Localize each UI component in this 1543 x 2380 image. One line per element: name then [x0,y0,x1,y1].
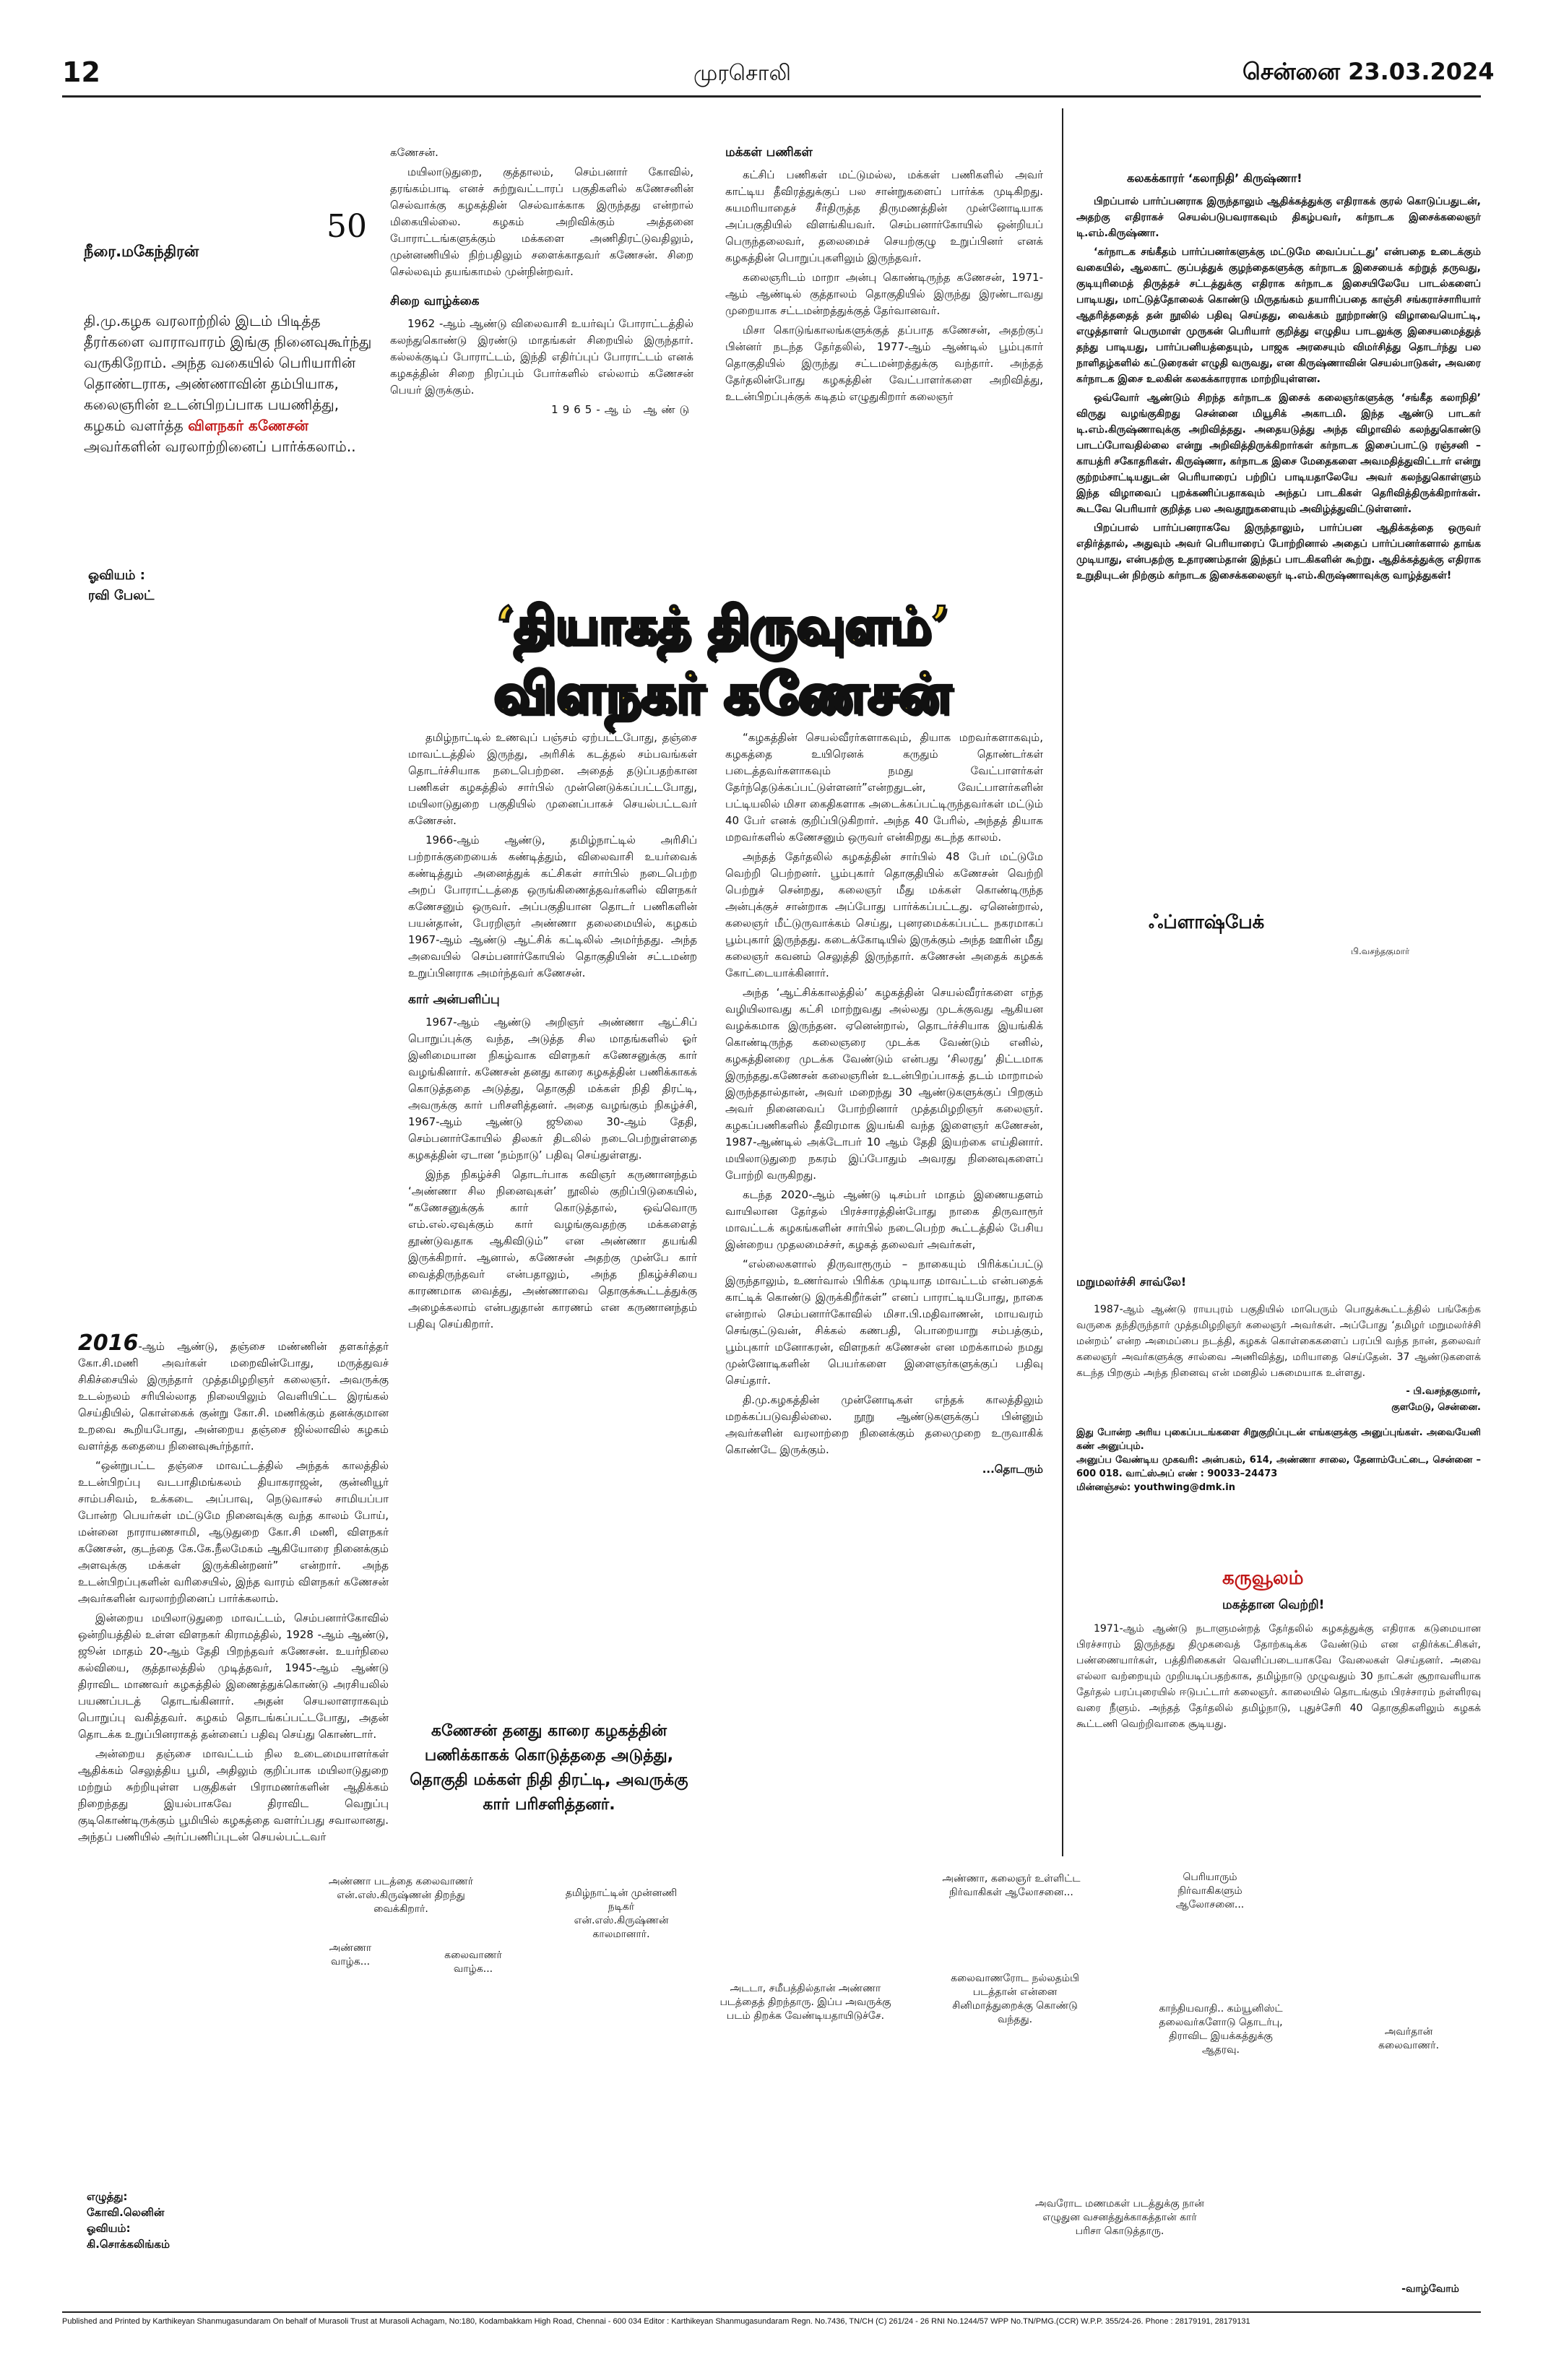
series-number: 50 [327,208,367,245]
right-notice1: இது போன்ற அரிய புகைப்படங்களை சிறுகுறிப்புடன் எங்களுக்கு அனுப்புங்கள். அவையேனி கண் அனுப்பும். [1076,1427,1481,1452]
right-heading-revival: மறுமலர்ச்சி சாவ்லே! [1076,1275,1187,1289]
col2-p0: கணேசன். [390,146,438,159]
lower3-p1: “கழகத்தின் செயல்வீரர்களாகவும், தியாக மறவர்களாகவும், கழகத்தை உயிரெனக் கருதும் தொண்டர்கள் படைத்தவர்களாகவும் நமது வேட்பாளர்கள் தேர்ந்தெடுக்கப்பட்டுள்ளனர்”என்றதுடன், வேட்பாளர்களின் பட்டியலில் மிசா கைதிகளாக அடைக்கப்பட்டிருந்தவர்கள் மட்டும் 40 பேர் எனக் குறிப்பிடுகிறார். அந்த 40 பேரில், அந்தத் தியாக மறவர்களில் கணேசனும் ஒருவர் என்கிறது கடந்த காலம். [725,731,1043,844]
right-p3: ஒவ்வோர் ஆண்டும் சிறந்த கர்நாடக இசைக் கலைஞர்களுக்கு ‘சங்கீத கலாநிதி’ விருது வழங்குகிறது சென்னை மியூசிக் அகாடமி. இந்த ஆண்டு பாடகர் டி.எம்.கிருஷ்ணாவுக்கு அறிவித்தது. அதையடுத்து அந்த விழாவில் கலந்துகொண்டு பாடப்போவதில்லை என்று அறிவித்திருக்கிறார்கள் கர்நாடக இசைப்பாட்டு ரஞ்சனி – காயத்ரி சகோதரிகள். கிருஷ்ணா, கர்நாடக இசை மேதைகளை அவமதித்துவிட்டார் என்று குற்றம்சாட்டியதுடன் பெரியாரைப் பற்றிப் பாடியதாலேயே அவர் கலந்துகொள்ளும் இந்த விழாவைப் புறக்கணிப்பதாகவும் அந்தப் பாடகிகள் தெரிவித்திருக்கிறார்கள். கூடவே பெரியார் குறித்த பல அவதூறுகளையும் அவிழ்த்துவிட்டுள்ளனர். [1076,392,1481,515]
col1-dropcap: 2016 [78,1330,139,1356]
caption-5: அடடா, சமீபத்தில்தான் அண்ணா படத்தைத் திறந்தாரு. இப்ப அவருக்கு படம் திறக்க வேண்டியதாயிடுச்சே. [719,1983,891,2022]
lower3-p5: “எல்லைகளால் திருவாரூரும் – நாகையும் பிரிக்கப்பட்டு இருந்தாலும், உணர்வால் பிரிக்க முடியாத மாவட்டம் என்பதைக் காட்டிக் கொண்டு இருக்கிறீர்கள்” எனப் பாராட்டியபோது, நாகை என்றால் செம்பனார்கோவில் மிசா.பி.மதிவாணன், மாயவரம் செங்குட்டுவன், சிக்கல் கணபதி, பொறையாறு சம்பத்கும், பூம்புகார் மனோகரன், விளநகர் கணேசன் என மறக்காமல் நமது முன்னோடிகளின் பெயர்களை இளைஞர்களுக்குப் பதிவு செய்தார். [725,1258,1043,1387]
right-p6: 1971-ஆம் ஆண்டு நடாளுமன்றத் தேர்தலில் கழகத்துக்கு எதிராக கடுமையான பிரச்சாரம் இருந்தது திமுகவைத் தோற்கடிக்க வேண்டும் என எதிர்க்கட்சிகள், பண்ணையார்கள், பத்திரிகைகள் வெளிப்படையாகவே வேலைகள் செய்தனர். அவை எல்லா வற்றையும் முறியடிப்பதற்காக, தமிழ்நாடு முழுவதும் 30 நாட்கள் சூறாவளியாக தேர்தல் பரப்புரையில் ஈடுபட்டார் கலைஞர். காலையில் தொடங்கும் பிரச்சாரம் நள்ளிரவு வரை நீளும். அந்தத் தேர்தலில் தமிழ்நாடு, புதுச்சேரி 40 தொகுதிகளிலும் கழகக் கூட்டணி வெற்றிவாகை சூடியது. [1076,1623,1481,1730]
lower3-p4: கடந்த 2020-ஆம் ஆண்டு டிசம்பர் மாதம் இணையதளம் வாயிலான தேர்தல் பிரச்சாரத்தின்போது நாகை திருவாரூர் மாவட்டக் கழகங்களின் சார்பில் நடைபெற்ற கூட்டத்தில் பேசிய இன்றைய முதலமைச்சர், கழகத் தலைவர் அவர்கள், [725,1188,1043,1251]
pull-quote: கணேசன் தனது காரை கழகத்தின் பணிக்காகக் கொடுத்ததை அடுத்து, தொகுதி மக்கள் நிதி திரட்டி, அவருக்கு கார் பரிசளித்தனர். [410,1722,688,1814]
column-rule [1062,108,1063,1856]
col2-p1: மயிலாடுதுறை, குத்தாலம், செம்பனார் கோவில், தரங்கம்பாடி எனச் சுற்றுவட்டாரப் பகுதிகளில் கணேசனின் செல்வாக்கு கழகத்தின் செல்வாக்காக இருந்தது என்றால் மிகையில்லை. கழகம் அறிவிக்கும் அத்தனை போராட்டங்களுக்கும் மக்களை அணிதிரட்டுவதிலும், முன்னணியில் நிற்பதிலும் சளைக்காதவர் கணேசன். சிறை செல்லவும் தயங்காமல் முன்நின்றவர். [390,165,693,278]
right-krishna [1076,170,1481,587]
col1-main [78,1330,389,1848]
right-notice2: அனுப்ப வேண்டிய முகவரி: அன்பகம், 614, அண்ணா சாலை, தேனாம்பேட்டை, சென்னை – 600 018. வாட்ஸ்அப் எண் : 90033–24473 [1076,1455,1481,1479]
caption-2: அண்ணா வாழ்க... [329,1942,372,1968]
dateline: சென்னை 23.03.2024 [1242,58,1495,85]
comic-credit-3: ஓவியம்: [87,2222,131,2235]
col2-heading-prison: சிறை வாழ்க்கை [390,294,480,308]
caption-1: அண்ணா படத்தை கலைவாணர் என்.எஸ்.கிருஷ்ணன் திறந்து வைக்கிறார். [328,1876,474,1915]
col2-p2: 1962 -ஆம் ஆண்டு விலைவாசி உயர்வுப் போராட்டத்தில் கலந்துகொண்டு இரண்டு மாதங்கள் சிறையில் இருந்தார். கல்லக்குடிப் போராட்டம், இந்தி எதிர்ப்புப் போராட்டம் எனக் கழகத்தின் சிறை நிரப்பும் போர்களில் எல்லாம் கணேசன் பெயர் இருக்கும். [390,317,693,397]
right-p1: பிறப்பால் பார்ப்பனராக இருந்தாலும் ஆதிக்கத்துக்கு எதிராகக் குரல் கொடுப்பதுடன், அதற்கு எதிராகச் செயல்படுபவராகவும் திகழ்பவர், கர்நாடக இசைக்கலைஞர் டி.எம்.கிருஷ்ணா. [1076,196,1481,239]
lower3-p2: அந்தத் தேர்தலில் கழகத்தின் சார்பில் 48 பேர் மட்டுமே வெற்றி பெற்றனர். பூம்புகார் தொகுதியில் கணேசன் வெற்றி பெற்றுச் சென்றது, கலைஞர் மீது மக்கள் கொண்டிருந்த அன்புக்குச் சான்றாக அப்போது பார்க்கப்பட்டது. ஏனென்றால், கலைஞர் மீட்டுருவாக்கம் செய்து, புனரமைக்கப்பட்ட நகரமாகப் பூம்புகார் இருந்தது. கடைக்கோடியில் இருக்கும் அந்த ஊரின் மீது கலைஞர் கவனம் செலுத்தி இருந்தார். கணேசன் அதைக் கழகக் கோட்டையாக்கினார். [725,850,1043,979]
col2-p3: 1965-ஆம் ஆண்டு [551,403,693,416]
page-number: 12 [62,56,100,88]
flashback-credit: பி.வசந்தகுமார் [1351,946,1410,956]
footer-rule [62,2311,1481,2313]
caption-8: பெரியாரும் நிர்வாகிகளும் ஆலோசனை... [1175,1871,1245,1911]
comic-credit-1: எழுத்து: [87,2190,128,2203]
article-title-line1: ‘தியாகத் திருவுளம்’ [496,595,949,655]
col3-heading-service: மக்கள் பணிகள் [725,145,813,160]
col3-p2: கலைஞரிடம் மாறா அன்பு கொண்டிருந்த கணேசன், 1971-ஆம் ஆண்டில் குத்தாலம் தொகுதியில் இருந்து இரண்டாவது முறையாக சட்டமன்றத்துக்குத் தேர்வானவர். [725,271,1043,317]
right-notice3: மின்னஞ்சல்: youthwing@dmk.in [1076,1482,1235,1493]
caption-9: காந்தியவாதி.. கம்யூனிஸ்ட் தலைவர்களோடு தொடர்பு, திராவிட இயக்கத்துக்கு ஆதரவு. [1159,2003,1283,2056]
comic-credit [87,2189,170,2252]
caption-11: அவரோட மணமகள் படத்துக்கு நான் எழுதுன வசனத்துக்காகத்தான் கார் பரிசா கொடுத்தாரு. [1035,2198,1204,2237]
caption-3: கலைவாணர் வாழ்க... [444,1950,502,1975]
series-intro-pre: தி.மு.கழக வரலாற்றில் இடம் பிடித்த தீரர்களை வாராவாரம் இங்கு நினைவுகூர்ந்து வருகிறோம். அந்த வகையில் பெரியாரின் தொண்டராக, அண்ணாவின் தம்பியாக, கலைஞரின் உடன்பிறப்பாக பயணித்து, கழகம் வளர்த்த [84,312,372,434]
col2-heading-car: கார் அன்பளிப்பு [408,992,500,1007]
caption-7: கலைவாணரோட நல்லதம்பி படத்தான் என்னை சினிமாத்துறைக்கு கொண்டு வந்தது. [951,1973,1079,2025]
flashback-title: ஃப்ளாஷ்பேக் [1149,912,1265,933]
footer-imprint: Published and Printed by Karthikeyan Shanmugasundaram On behalf of Murasoli Trust at Murasoli Achagam, No:180, Kodambakkam High Road, Chennai - 600 034 Editor : Karthikeyan Shanmugasundaram Regn. No.7436, TN/CH (C) 261/24 - 26 RNI No.1244/57 WPP No.TN/PMG.(CCR) W.P.P. 355/24-26. Phone : 28179191, 28179131 [62,2317,1250,2326]
paper-name: முரசொலி [693,61,791,86]
col3-lower [725,730,1043,1481]
illustrator-name: ரவி பேலட் [88,588,155,603]
col2-top [390,144,693,421]
lower3-p3: அந்த ‘ஆட்சிக்காலத்தில்’ கழகத்தின் செயல்வீரர்களை எந்த வழியிலாவது கட்சி மாற்றுவது அல்லது முடக்குவது ஆகியன வழக்கமாக இருந்தன. ஏனென்றால், தொடர்ச்சியாக இயங்கிக் கொண்டிருந்த கலைஞரை முடக்க வேண்டும் எனில், கழகத்தினரை முடக்க வேண்டும் என்பது ‘சிலரது’ திட்டமாக இருந்தது.கணேசன் கலைஞரின் உடன்பிறப்பாகத் தடம் மாறாமல் இருந்ததால்தான், அவர் மறைந்து 30 ஆண்டுகளுக்குப் பிறகும் அவர் நினைவைப் போற்றினார் முத்தமிழறிஞர் கலைஞர். கழகப்பணிகளில் தீவிரமாக இயங்கி வந்த இளைஞர் கணேசன், 1987-ஆண்டில் அக்டோபர் 10 ஆம் தேதி இயற்கை எய்தினார். மயிலாடுதுறை நகரம் இப்போதும் அவரது நினைவுகளைப் போற்றி வருகிறது. [725,986,1043,1182]
right-sign1: - பி.வசந்தகுமார், [1406,1386,1481,1397]
right-p2: ‘கர்நாடக சங்கீதம் பார்ப்பனர்களுக்கு மட்டுமே வைப்பட்டது’ என்பதை உடைக்கும் வகையில், ஆலகாட் குப்பத்துக் குழந்தைகளுக்கு கர்நாடக இசையைக் கற்றுத் தருவது, குடியுரிமைத் திருத்தச் சட்டத்துக்கு எதிராக கர்நாடக இசையிலேயே பாடல்களைப் பாடியது, மாட்டுத்தோலைக் கொண்டு மிருதங்கம் தயாரிப்பதை காஞ்சி சங்கராச்சாரியார் ஆதரித்ததைத் தன் நூலில் பதிவு செய்தது, வைக்கம் நூற்றாண்டு விழாவையொட்டி, எழுத்தாளர் பெருமாள் முருகன் பெரியார் குறித்து எழுதிய பாடலுக்கு இசையமைத்துத் தந்து பாடியது, பார்ப்பனியத்தையும், பாஜக அரசையும் விமர்சித்து தொடர்ந்து பல நாளிதழ்களில் கட்டுரைகள் எழுதி வருவது, என கிருஷ்ணாவின் செயல்பாடுகள், அவரை கர்நாடக இசை உலகின் கலகக்காரராக மாற்றியுள்ளன. [1076,246,1481,385]
lower3-continued: ...தொடரும் [982,1463,1043,1476]
caption-6: அண்ணா, கலைஞர் உள்ளிட்ட நிர்வாகிகள் ஆலோசனை... [942,1873,1081,1898]
comic-credit-2: கோவி.லெனின் [87,2206,165,2219]
illustrator-label: ஓவியம் : [88,568,145,583]
lower3-p6: தி.மு.கழகத்தின் முன்னோடிகள் எந்தக் காலத்திலும் மறக்கப்படுவதில்லை. நூறு ஆண்டுகளுக்குப் பின்னும் அவர்களின் வரலாற்றை நினைக்கும் தலைமுறை உருவாகிக் கொண்டே இருக்கும். [725,1393,1043,1456]
caption-12: -வாழ்வோம் [1401,2283,1459,2295]
lower2-p3: 1967-ஆம் ஆண்டு அறிஞர் அண்ணா ஆட்சிப் பொறுப்புக்கு வந்த, அடுத்த சில மாதங்களில் ஓர் இனிமையான நிகழ்வாக விளநகர் கணேசனுக்கு கார் வழங்கினார். கணேசன் தனது காரை கழகத்தின் பணிக்காகக் கொடுத்ததை அடுத்து, தொகுதி மக்கள் நிதி திரட்டி, அவருக்கு கார் பரிசளித்தனர். அதை வழங்கும் நிகழ்ச்சி, 1967-ஆம் ஆண்டு ஜூலை 30-ஆம் தேதி, செம்பனார்கோயில் திலகர் திடலில் நடைபெற்றுள்ளதை கழகத்தின் ஏடான ‘நம்நாடு’ பதிவு செய்துள்ளது. [408,1016,697,1161]
series-intro-highlight: விளநகர் கணேசன் [188,417,308,434]
treasury-title: கருவூலம் [1222,1567,1304,1589]
col3-top [725,144,1043,408]
caption-10: அவர்தான் கலைவாணர். [1378,2026,1440,2051]
col1-p3: இன்றைய மயிலாடுதுறை மாவட்டம், செம்பனார்கோவில் ஒன்றியத்தில் உள்ள விளநகர் கிராமத்தில், 1928 -ஆம் ஆண்டு, ஜூன் மாதம் 20-ஆம் தேதி பிறந்தவர் கணேசன். உயர்நிலை கல்வியை, குத்தாலத்தில் முடித்தவர், 1945-ஆம் ஆண்டு திராவிட மாணவர் கழகத்தில் இணைத்துக்கொண்டு அரசியலில் பயணப்படத் தொடங்கினார். அதன் செயலாளராகவும் பொறுப்பு வகித்தவர். கழகம் தொடங்கப்பட்டபோது, அதன் தொடக்க உறுப்பினராகத் தன்னைப் பதிவு செய்து கொண்டார். [78,1611,389,1741]
lower2-p2: 1966-ஆம் ஆண்டு, தமிழ்நாட்டில் அரிசிப் பற்றாக்குறையைக் கண்டித்தும், விலைவாசி உயர்வைக் கண்டித்தும் அனைத்துக் கட்சிகள் சார்பில் நடைபெற்ற அறப் போராட்டத்தை ஒருங்கிணைத்தவர்களில் விளநகர் கணேசனும் ஒருவர். அப்பகுதியான தொடர் பணிகளின் பயன்தான், பேரறிஞர் அண்ணா தலைமையில், கழகம் 1967-ஆம் ஆண்டு ஆட்சிக் கட்டிலில் அமர்ந்தது. அந்த அவையில் செம்பனார்கோயில் தொகுதியின் சட்டமன்ற உறுப்பினராக அமர்ந்தவர் கணேசன். [408,834,697,979]
article-title [405,592,1040,728]
caption-4: தமிழ்நாட்டின் முன்னணி நடிகர் என்.எஸ்.கிருஷ்ணன் காலமானார். [565,1887,678,1940]
masthead-rule [62,95,1481,98]
lower2-p1: தமிழ்நாட்டில் உணவுப் பஞ்சம் ஏற்பட்டபோது, தஞ்சை மாவட்டத்தில் இருந்து, அரிசிக் கடத்தல் சம்பவங்கள் தொடர்ச்சியாக நடைபெற்றன. அதைத் தடுப்பதற்கான பணிகள் கழகத்தில் சார்பில் முன்னெடுக்கப்பட்டபோது, மயிலாடுதுறை பகுதியில் முனைப்பாகச் செயல்பட்டவர் கணேசன். [408,731,697,827]
lower2-p4: இந்த நிகழ்ச்சி தொடர்பாக கவிஞர் கருணானந்தம் ‘அண்ணா சில நினைவுகள்’ நூலில் குறிப்பிடுகையில், “கணேசனுக்குக் கார் கொடுத்தால், ஒவ்வொரு எம்.எல்.ஏவுக்கும் கார் வழங்குவதற்கு மக்களைத் தூண்டுவதாக ஆகிவிடும்” என அண்ணா தயங்கி இருக்கிறார். ஆனால், கணேசன் அதற்கு முன்பே கார் வைத்திருந்தவர் என்பதாலும், அந்த நிகழ்ச்சியை காரணமாக வைத்து, அண்ணாவை தொகுக்கூட்டத்துக்கு அழைக்கலாம் என்பதுதான் காரணம் என கருணானந்தம் பதிவு செய்கிறார். [408,1168,697,1330]
right-treasury [1076,1621,1481,1735]
right-heading-krishna: கலகக்காரர் ‘கலாநிதி’ கிருஷ்ணா! [1127,171,1302,185]
col1-p4: அன்றைய தஞ்சை மாவட்டம் நில உடைமையாளர்கள் ஆதிக்கம் செலுத்திய பூமி, அதிலும் குறிப்பாக மயிலாடுதுறை மற்றும் சுற்றியுள்ள பகுதிகள் பிராமணர்களின் ஆதிக்கம் நிறைந்தது இயல்பாகவே திராவிட வெறுப்பு குடிகொண்டிருக்கும் பூமியில் கழகத்தை வளர்ப்பது சவாலானது. அந்தப் பணியில் அர்ப்பணிப்புடன் செயல்பட்டவர் [78,1747,389,1843]
right-p4: பிறப்பால் பார்ப்பனராகவே இருந்தாலும், பார்ப்பன ஆதிக்கத்தை ஒருவர் எதிர்த்தால், அதுவும் அவர் பெரியாரைப் போற்றினால் அதைப் பார்ப்பனர்களால் தாங்க முடியாது, என்பதற்கு உதாரணம்தான் இந்தப் பாடகிகளின் கூற்று. ஆதிக்கத்துக்கு எதிராக உறுதியுடன் நிற்கும் கர்நாடக இசைக்கலைஞர் டி.எம்.கிருஷ்ணாவுக்கு வாழ்த்துகள்! [1076,522,1481,581]
col2-lower [408,730,697,1336]
col1-p2: “ஒன்றுபட்ட தஞ்சை மாவட்டத்தில் அந்தக் காலத்தில் உடன்பிறப்பு வடபாதிமங்கலம் தியாகராஜன், குன்னியூர் சாம்பசிவம், உக்கடை அப்பாவு, நெடுவாசல் சாமியப்பா போன்ற பெயர்கள் மட்டுமே நினைவுக்கு வந்த காலம் போய், மன்னை நாராயணசாமி, ஆடுதுறை கோ.சி மணி, விளநகர் கணேசன், குடந்தை கே.கே.நீலமேகம் ஆகியோரை நினைக்கும் அளவுக்கு மக்கள் இருக்கின்றனர்” என்றார். அந்த உடன்பிறப்புகளின் வரிசையில், இந்த வாரம் விளநகர் கணேசன் அவர்களின் வரலாற்றினைப் பார்க்கலாம். [78,1459,389,1605]
right-sign2: குளமேடு, சென்னை. [1391,1402,1481,1413]
series-intro-post: அவர்களின் வரலாற்றினைப் பார்க்கலாம்.. [84,438,356,455]
col1-p1: -ஆம் ஆண்டு, தஞ்சை மண்ணின் தளகர்த்தர் கோ.சி.மணி அவர்கள் மறைவின்போது, மருத்துவச் சிகிச்சையில் இருந்தார் முத்தமிழறிஞர் கலைஞர். அவருக்கு உடல்நலம் சரியில்லாத நிலையிலும் வெளியிட்ட இரங்கல் செய்தியில், கொள்கைக் குன்று கோ.சி. மணிக்கும் தனக்குமான உறவை கூறியபோது, அன்றைய தஞ்சை ஜில்லாவில் கழகம் வளர்த்த கதையை நினைவுகூர்ந்தார். [78,1340,389,1453]
article-title-line2: விளநகர் கணேசன் [493,661,951,725]
comic-credit-4: கி.சொக்கலிங்கம் [87,2238,170,2251]
right-p5: 1987-ஆம் ஆண்டு ராயபுரம் பகுதியில் மாபெரும் பொதுக்கூட்டத்தில் பங்கேற்க வருகை தந்திருந்தார் முத்தமிழறிஞர் கலைஞர் அவர்கள். அப்போது ‘தமிழர் மறுமலர்ச்சி மன்றம்’ என்ற அமைப்பை நடத்தி, கழகக் கொள்கைகளைப் பரப்பி வந்த நான், தலைவர் கலைஞர் அவர்களுக்கு சால்வை அணிவித்து, மரியாதை செய்தேன். 37 ஆண்டுகளைக் கடந்த பிறகும் அந்த நினைவு என் மனதில் பசுமையாக உள்ளது. [1076,1304,1481,1379]
treasury-subtitle: மகத்தான வெற்றி! [1222,1598,1325,1612]
col3-p3: மிசா கொடுங்காலங்களுக்குத் தப்பாத கணேசன், அதற்குப் பின்னர் நடந்த தேர்தலில், 1977-ஆம் ஆண்டில் பூம்புகார் தொகுதியில் இருந்து சட்டமன்றத்துக்கு வந்தார். அந்தத் தேர்தலின்போது கழகத்தின் வேட்பாளர்களை அறிவித்து, உடன்பிறப்புக்குக் கடிதம் எழுதுகிறார் கலைஞர் [725,324,1043,403]
series-intro [84,311,373,457]
right-flashback [1076,1274,1481,1494]
series-author: நீரை.மகேந்திரன் [84,243,199,260]
col3-p1: கட்சிப் பணிகள் மட்டுமல்ல, மக்கள் பணிகளில் அவர் காட்டிய தீவிரத்துக்குப் பல சான்றுகளைப் பார்க்க முடிகிறது. சுயமரியாதைச் சீர்திருத்த திருமணத்தின் முன்னோடியாக அப்பகுதியில் விளங்கியவர். செம்பனார்கோயில் ஒன்றியப் பெருந்தலைவர், தலைமைச் செயற்குழு உறுப்பினர் எனக் கழகத்தின் பொறுப்புகளிலும் இருந்தவர். [725,168,1043,264]
